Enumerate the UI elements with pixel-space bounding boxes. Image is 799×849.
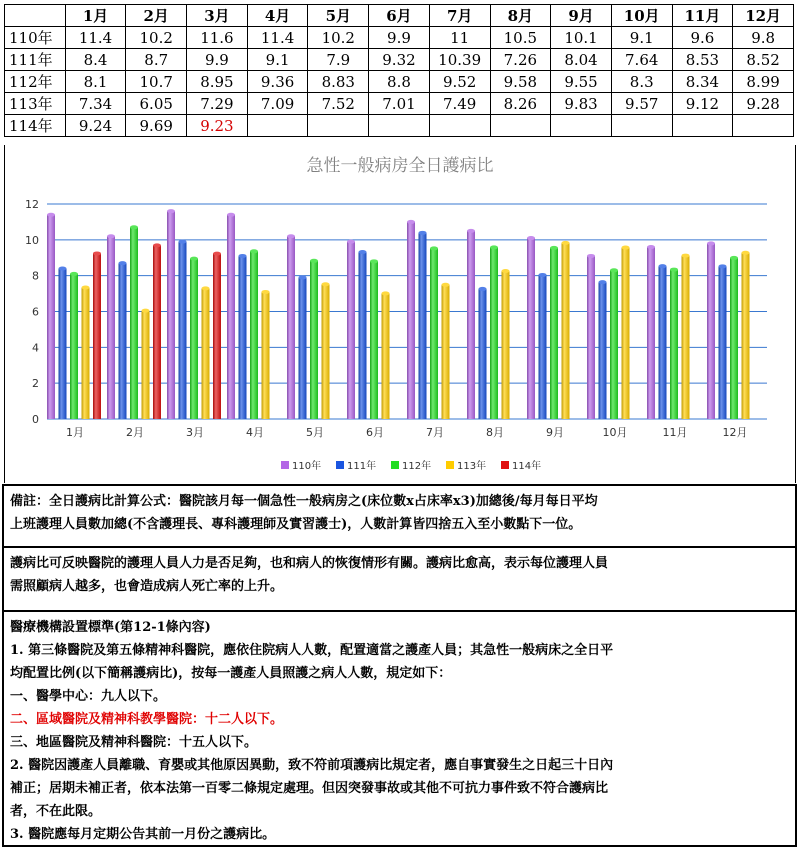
value-cell: 8.99 bbox=[733, 71, 794, 93]
x-tick-label: 4月 bbox=[246, 426, 264, 439]
value-cell: 11 bbox=[429, 27, 490, 49]
bar bbox=[119, 263, 127, 419]
bar-cap bbox=[599, 280, 607, 284]
legend-label: 112年 bbox=[402, 461, 432, 472]
value-cell: 9.69 bbox=[126, 115, 187, 137]
month-header: 7月 bbox=[429, 5, 490, 27]
value-cell: 9.58 bbox=[490, 71, 551, 93]
value-cell bbox=[672, 115, 733, 137]
value-cell: 10.5 bbox=[490, 27, 551, 49]
value-cell: 10.2 bbox=[126, 27, 187, 49]
bar-cap bbox=[539, 273, 547, 277]
bar bbox=[670, 270, 678, 419]
bar bbox=[202, 288, 210, 419]
value-cell: 9.57 bbox=[611, 93, 672, 115]
month-header: 1月 bbox=[65, 5, 126, 27]
value-cell: 7.9 bbox=[308, 49, 369, 71]
value-cell: 8.26 bbox=[490, 93, 551, 115]
value-cell: 8.1 bbox=[65, 71, 126, 93]
bar-cap bbox=[730, 256, 738, 260]
value-cell: 8.83 bbox=[308, 71, 369, 93]
bar-cap bbox=[119, 261, 127, 265]
ratio-data-table bbox=[4, 4, 794, 137]
bar bbox=[419, 233, 427, 419]
bar bbox=[287, 236, 295, 419]
bar-cap bbox=[239, 254, 247, 258]
table-row bbox=[5, 93, 794, 115]
table-header-row bbox=[5, 5, 794, 27]
bar bbox=[239, 256, 247, 419]
value-cell: 7.29 bbox=[187, 93, 248, 115]
month-header: 2月 bbox=[126, 5, 187, 27]
standard-note-line: 二、區域醫院及精神科教學醫院：十二人以下。 bbox=[10, 712, 284, 727]
bar-cap bbox=[707, 241, 715, 245]
bar-cap bbox=[610, 268, 618, 272]
bar bbox=[322, 284, 330, 419]
value-cell: 9.12 bbox=[672, 93, 733, 115]
value-cell: 9.52 bbox=[429, 71, 490, 93]
bar-cap bbox=[647, 245, 655, 249]
table-corner-cell bbox=[5, 5, 66, 27]
bar bbox=[107, 236, 115, 419]
table-row bbox=[5, 27, 794, 49]
value-cell: 9.36 bbox=[247, 71, 308, 93]
y-tick-label: 12 bbox=[25, 198, 39, 211]
bar bbox=[610, 270, 618, 419]
bar-cap bbox=[347, 240, 355, 244]
bar bbox=[262, 292, 270, 419]
y-tick-label: 2 bbox=[32, 377, 39, 391]
value-cell bbox=[429, 115, 490, 137]
bar-chart bbox=[5, 145, 795, 483]
y-tick-label: 0 bbox=[32, 413, 39, 426]
bar-cap bbox=[310, 259, 318, 263]
x-tick-label: 5月 bbox=[306, 426, 324, 439]
x-axis-ticks bbox=[66, 426, 748, 439]
value-cell: 7.26 bbox=[490, 49, 551, 71]
month-header: 8月 bbox=[490, 5, 551, 27]
bar-cap bbox=[430, 246, 438, 250]
bar bbox=[93, 253, 101, 419]
value-cell: 10.1 bbox=[551, 27, 612, 49]
legend-swatch bbox=[446, 461, 454, 469]
value-cell: 8.3 bbox=[611, 71, 672, 93]
bar bbox=[407, 222, 415, 419]
legend-swatch bbox=[501, 461, 509, 469]
meaning-note-line: 護病比可反映醫院的護理人員人力是否足夠，也和病人的恢復情形有關。護病比愈高，表示每位護理人員 bbox=[10, 556, 609, 571]
year-cell: 114年 bbox=[5, 115, 66, 137]
table-body bbox=[5, 27, 794, 137]
bar-cap bbox=[47, 213, 55, 217]
bar bbox=[479, 289, 487, 419]
bar bbox=[213, 254, 221, 419]
value-cell: 8.34 bbox=[672, 71, 733, 93]
value-cell: 10.39 bbox=[429, 49, 490, 71]
value-cell: 10.7 bbox=[126, 71, 187, 93]
bar-cap bbox=[479, 287, 487, 291]
bar bbox=[490, 247, 498, 419]
bar-layer bbox=[47, 209, 750, 419]
y-tick-label: 6 bbox=[32, 305, 39, 319]
bar-cap bbox=[227, 213, 235, 217]
value-cell: 11.4 bbox=[247, 27, 308, 49]
bar bbox=[730, 258, 738, 419]
value-cell: 7.49 bbox=[429, 93, 490, 115]
value-cell: 10.2 bbox=[308, 27, 369, 49]
x-tick-label: 1月 bbox=[66, 426, 84, 439]
bar-cap bbox=[142, 309, 150, 313]
bar-cap bbox=[490, 245, 498, 249]
month-header: 11月 bbox=[672, 5, 733, 27]
bar bbox=[467, 231, 475, 419]
year-cell: 112年 bbox=[5, 71, 66, 93]
month-header: 10月 bbox=[611, 5, 672, 27]
value-cell: 7.64 bbox=[611, 49, 672, 71]
month-header: 5月 bbox=[308, 5, 369, 27]
value-cell: 9.83 bbox=[551, 93, 612, 115]
value-cell: 7.09 bbox=[247, 93, 308, 115]
bar-cap bbox=[322, 282, 330, 286]
bar bbox=[707, 243, 715, 419]
bar-cap bbox=[70, 272, 78, 276]
bar-cap bbox=[622, 246, 630, 250]
y-tick-label: 10 bbox=[25, 233, 39, 247]
bar bbox=[587, 256, 595, 419]
legend-swatch bbox=[336, 461, 344, 469]
value-cell: 7.52 bbox=[308, 93, 369, 115]
standard-note-line: 醫療機構設置標準(第12-1條內容) bbox=[10, 620, 211, 635]
meaning-note-line: 需照顧病人越多，也會造成病人死亡率的上升。 bbox=[10, 579, 284, 594]
bar bbox=[539, 275, 547, 419]
bar-cap bbox=[93, 251, 101, 255]
bar bbox=[59, 269, 67, 420]
x-tick-label: 8月 bbox=[486, 426, 504, 439]
bar-cap bbox=[587, 254, 595, 258]
value-cell bbox=[551, 115, 612, 137]
bar-cap bbox=[659, 264, 667, 268]
x-tick-label: 12月 bbox=[722, 426, 748, 439]
month-header: 6月 bbox=[369, 5, 430, 27]
value-cell: 8.52 bbox=[733, 49, 794, 71]
bar-cap bbox=[682, 254, 690, 258]
bar-cap bbox=[550, 246, 558, 250]
table-row bbox=[5, 49, 794, 71]
legend-swatch bbox=[391, 461, 399, 469]
bar bbox=[682, 256, 690, 419]
bar bbox=[562, 243, 570, 419]
value-cell: 9.55 bbox=[551, 71, 612, 93]
bar-cap bbox=[130, 225, 138, 229]
bar bbox=[382, 293, 390, 419]
bar bbox=[47, 215, 55, 419]
bar-cap bbox=[167, 209, 175, 213]
month-header: 12月 bbox=[733, 5, 794, 27]
bar-cap bbox=[419, 231, 427, 235]
bar-cap bbox=[527, 236, 535, 240]
bar-cap bbox=[153, 243, 161, 247]
bar bbox=[167, 211, 175, 419]
formula-note bbox=[2, 484, 797, 548]
formula-note-line: 備註：全日護病比計算公式：醫院該月每一個急性一般病房之(床位數x占床率x3)加總後/每月每日平均 bbox=[10, 494, 598, 509]
standard-note-line: 均配置比例(以下簡稱護病比)，按每一護產人員照護之病人人數，規定如下： bbox=[10, 666, 452, 681]
x-tick-label: 11月 bbox=[662, 426, 688, 439]
year-cell: 110年 bbox=[5, 27, 66, 49]
bar bbox=[130, 227, 138, 419]
value-cell: 9.8 bbox=[733, 27, 794, 49]
bar bbox=[502, 271, 510, 419]
month-header: 4月 bbox=[247, 5, 308, 27]
value-cell: 11.4 bbox=[65, 27, 126, 49]
bar bbox=[442, 285, 450, 419]
value-cell: 8.95 bbox=[187, 71, 248, 93]
standard-note bbox=[2, 610, 797, 847]
bar-cap bbox=[202, 286, 210, 290]
bar-cap bbox=[287, 234, 295, 238]
bar bbox=[742, 253, 750, 419]
value-cell: 9.32 bbox=[369, 49, 430, 71]
value-cell bbox=[308, 115, 369, 137]
bar-cap bbox=[502, 269, 510, 273]
standard-note-line: 補正；居期未補正者，依本法第一百零二條規定處理。但因突發事故或其他不可抗力事件致不符合護病比 bbox=[10, 781, 609, 796]
bar-cap bbox=[190, 257, 198, 261]
bar-cap bbox=[299, 275, 307, 279]
bar bbox=[719, 266, 727, 419]
y-tick-label: 8 bbox=[32, 269, 39, 283]
standard-note-line: 1. 第三條醫院及第五條精神科醫院，應依住院病人人數，配置適當之護產人員；其急性一般病床之全日平 bbox=[10, 643, 614, 658]
value-cell: 8.4 bbox=[65, 49, 126, 71]
bar-cap bbox=[442, 283, 450, 287]
month-header: 9月 bbox=[551, 5, 612, 27]
value-cell: 8.04 bbox=[551, 49, 612, 71]
bar bbox=[622, 248, 630, 419]
bar bbox=[179, 242, 187, 419]
bar-cap bbox=[82, 285, 90, 289]
standard-note-line: 3. 醫院應每月定期公告其前一月份之護病比。 bbox=[10, 827, 276, 842]
legend-label: 114年 bbox=[512, 461, 542, 472]
standard-note-line: 者，不在此限。 bbox=[10, 804, 102, 819]
value-cell: 11.6 bbox=[187, 27, 248, 49]
bar bbox=[82, 287, 90, 419]
bar-cap bbox=[359, 250, 367, 254]
value-cell: 9.28 bbox=[733, 93, 794, 115]
bar-cap bbox=[213, 252, 221, 256]
year-cell: 111年 bbox=[5, 49, 66, 71]
x-tick-label: 10月 bbox=[602, 426, 628, 439]
value-cell: 7.01 bbox=[369, 93, 430, 115]
bar bbox=[527, 238, 535, 419]
x-tick-label: 9月 bbox=[546, 426, 564, 439]
chart-title: 急性一般病房全日護病比 bbox=[306, 156, 494, 176]
bar-cap bbox=[107, 234, 115, 238]
standard-note-line: 三、地區醫院及精神科醫院：十五人以下。 bbox=[10, 735, 258, 750]
x-tick-label: 2月 bbox=[126, 426, 144, 439]
bar-cap bbox=[670, 268, 678, 272]
bar-cap bbox=[562, 241, 570, 245]
x-tick-label: 7月 bbox=[426, 426, 444, 439]
value-cell: 8.53 bbox=[672, 49, 733, 71]
chart-area bbox=[4, 145, 796, 483]
bar bbox=[659, 266, 667, 419]
month-header: 3月 bbox=[187, 5, 248, 27]
bar bbox=[370, 261, 378, 419]
value-cell: 9.1 bbox=[611, 27, 672, 49]
bar bbox=[190, 259, 198, 419]
value-cell bbox=[369, 115, 430, 137]
bar bbox=[299, 277, 307, 419]
value-cell bbox=[611, 115, 672, 137]
value-cell: 9.9 bbox=[369, 27, 430, 49]
bar bbox=[550, 248, 558, 419]
bar-cap bbox=[719, 264, 727, 268]
bar-cap bbox=[250, 249, 258, 253]
value-cell: 6.05 bbox=[126, 93, 187, 115]
value-cell bbox=[247, 115, 308, 137]
bar bbox=[153, 245, 161, 419]
legend-label: 113年 bbox=[457, 461, 487, 472]
bar-cap bbox=[407, 220, 415, 224]
chart-legend bbox=[281, 459, 541, 472]
bar bbox=[347, 242, 355, 419]
bar-cap bbox=[59, 267, 67, 271]
value-cell bbox=[490, 115, 551, 137]
bar-cap bbox=[179, 240, 187, 244]
formula-note-line: 上班護理人員數加總(不含護理長、專科護理師及實習護士)，人數計算皆四捨五入至小數點下一位。 bbox=[10, 517, 582, 532]
legend-label: 110年 bbox=[292, 461, 322, 472]
x-tick-label: 3月 bbox=[186, 426, 204, 439]
bar bbox=[142, 311, 150, 419]
bar bbox=[599, 282, 607, 419]
bar bbox=[359, 252, 367, 419]
value-cell: 7.34 bbox=[65, 93, 126, 115]
meaning-note bbox=[2, 546, 797, 612]
bar-cap bbox=[262, 290, 270, 294]
value-cell: 8.8 bbox=[369, 71, 430, 93]
table-row bbox=[5, 71, 794, 93]
legend-label: 111年 bbox=[347, 461, 377, 472]
x-tick-label: 6月 bbox=[366, 426, 384, 439]
bar bbox=[647, 247, 655, 419]
legend-swatch bbox=[281, 461, 289, 469]
bar-cap bbox=[742, 251, 750, 255]
bar bbox=[250, 251, 258, 419]
bar-cap bbox=[382, 291, 390, 295]
value-cell: 9.24 bbox=[65, 115, 126, 137]
value-cell: 9.6 bbox=[672, 27, 733, 49]
bar bbox=[70, 274, 78, 419]
standard-note-line: 2. 醫院因護產人員離職、育嬰或其他原因異動，致不符前項護病比規定者，應自事實發生之日起三十日內 bbox=[10, 758, 614, 773]
standard-note-line: 一、醫學中心：九人以下。 bbox=[10, 689, 167, 704]
year-cell: 113年 bbox=[5, 93, 66, 115]
bar bbox=[227, 215, 235, 419]
y-tick-label: 4 bbox=[32, 341, 39, 355]
value-cell: 9.9 bbox=[187, 49, 248, 71]
value-cell: 8.7 bbox=[126, 49, 187, 71]
table-row bbox=[5, 115, 794, 137]
bar-cap bbox=[370, 259, 378, 263]
value-cell bbox=[733, 115, 794, 137]
bar-cap bbox=[467, 229, 475, 233]
value-cell: 9.1 bbox=[247, 49, 308, 71]
value-cell: 9.23 bbox=[187, 115, 248, 137]
bar bbox=[310, 261, 318, 419]
bar bbox=[430, 248, 438, 419]
